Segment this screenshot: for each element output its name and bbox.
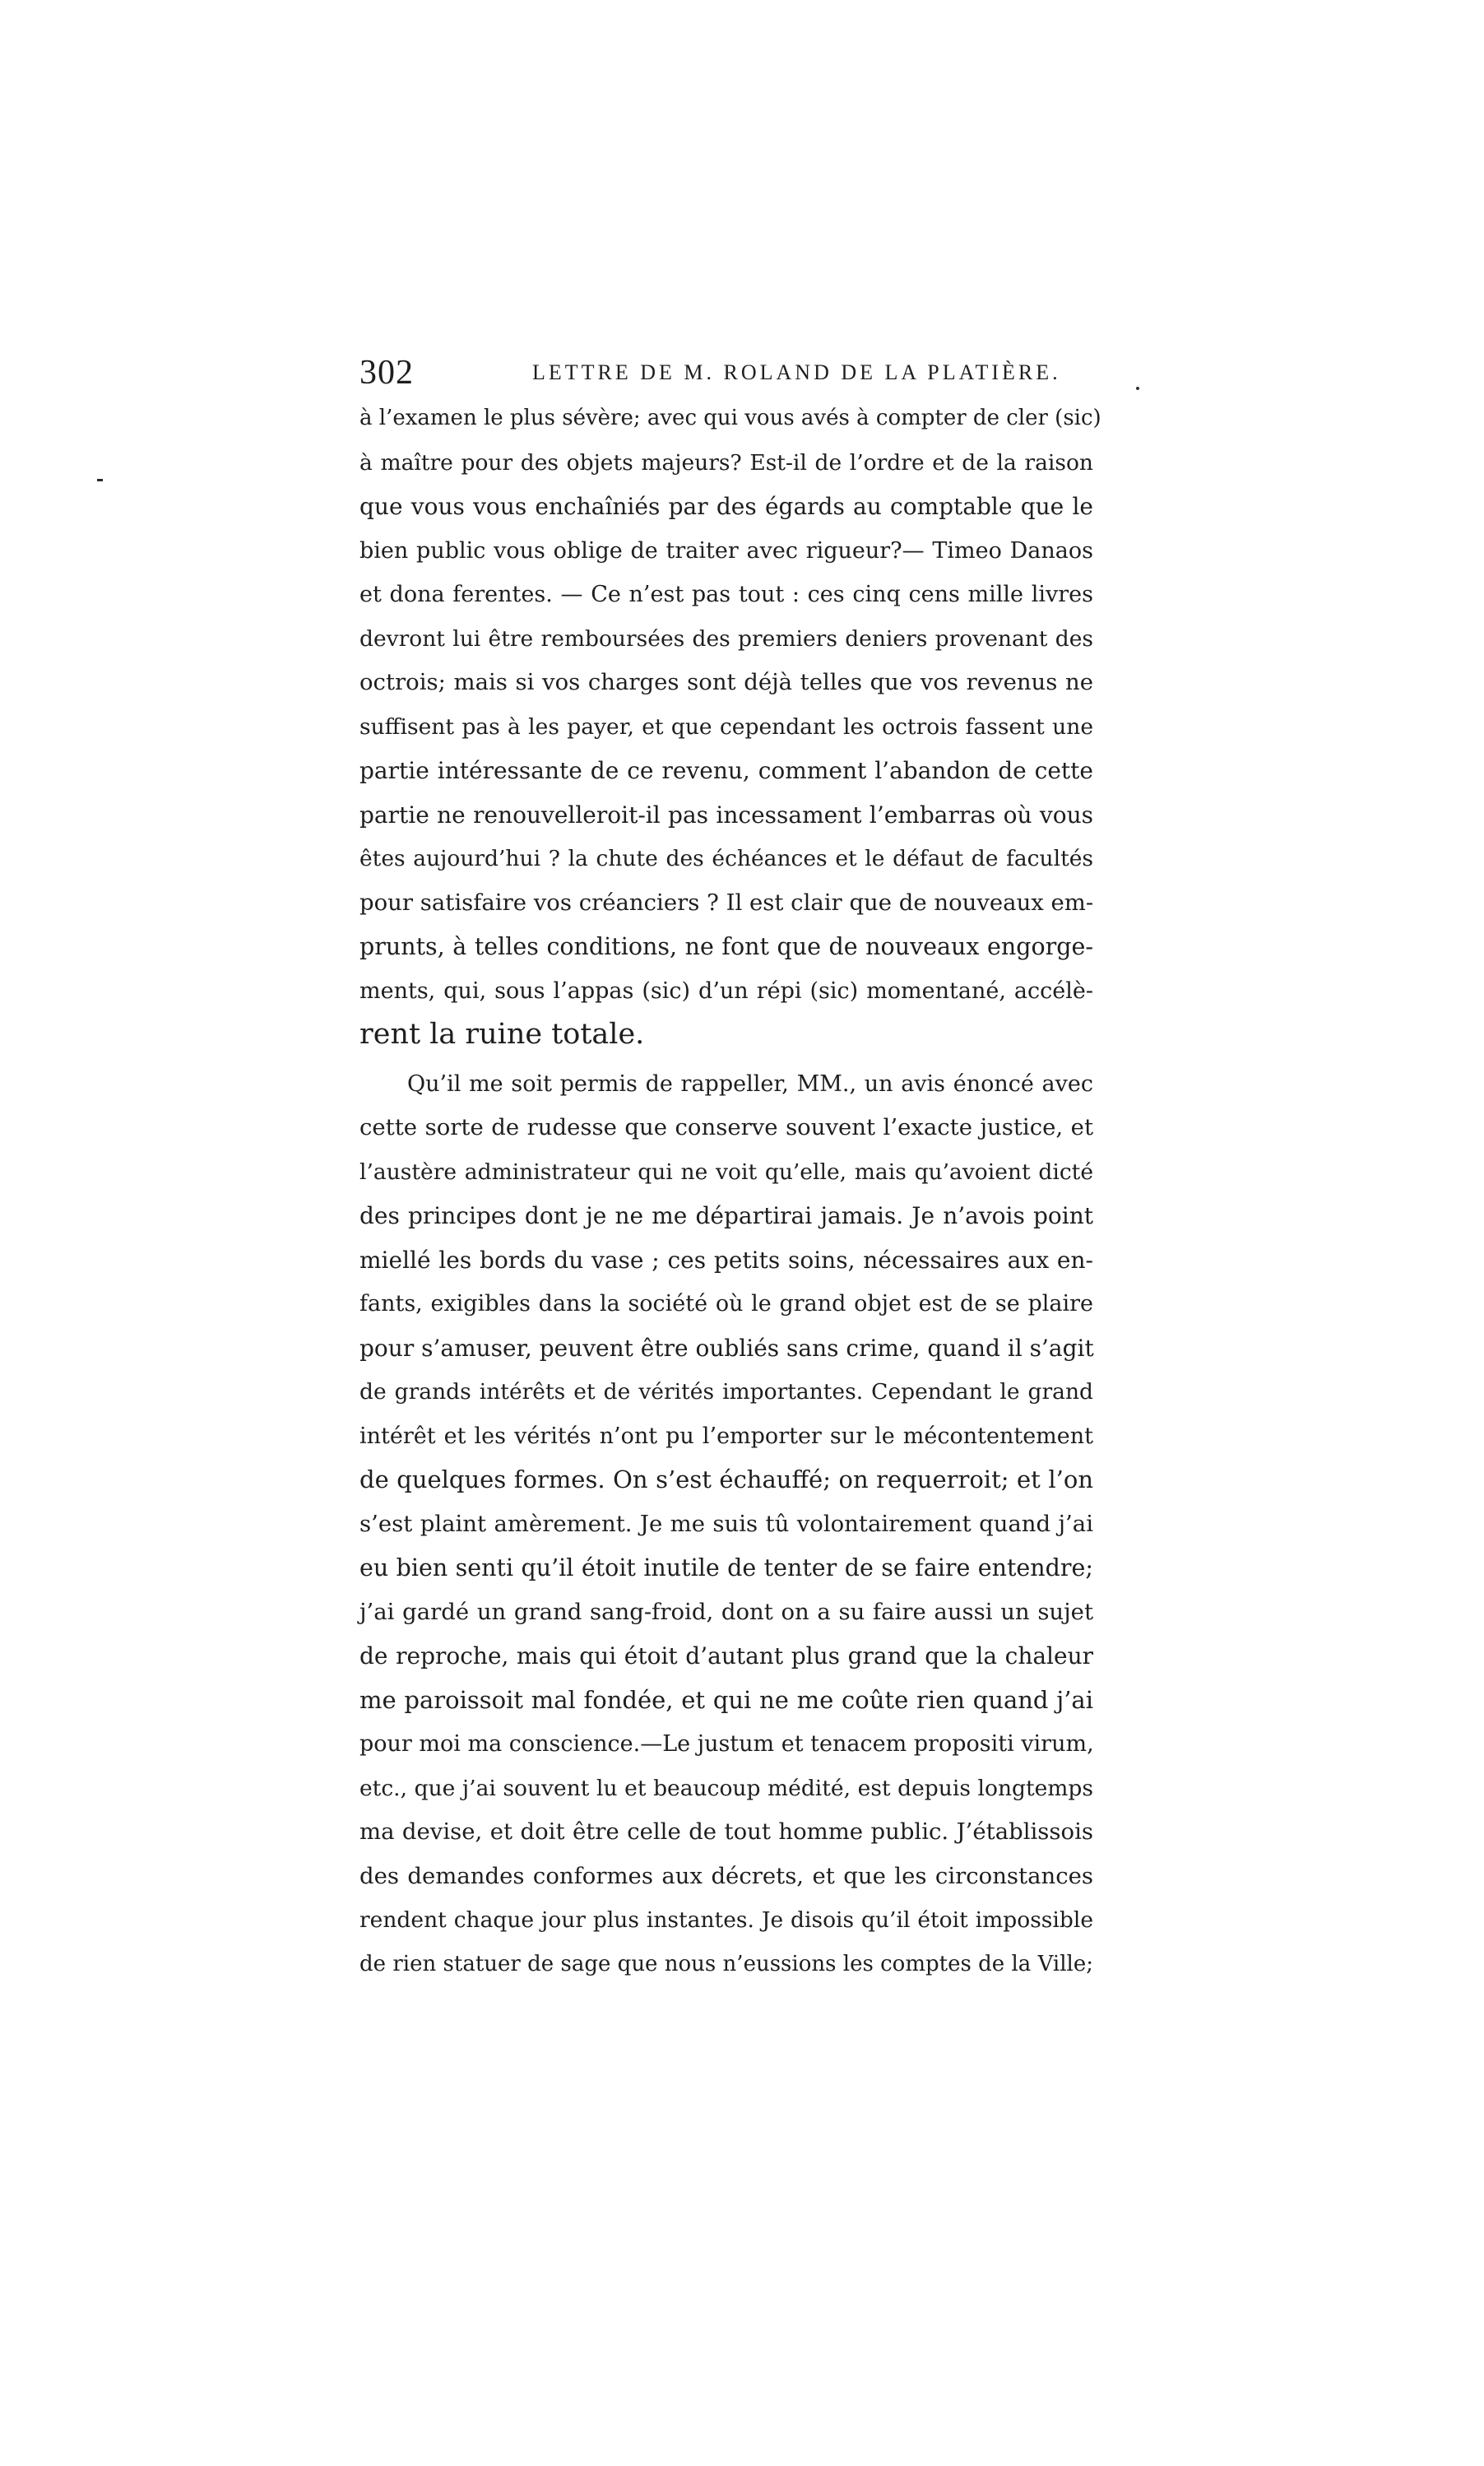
text-line: j’ai gardé un grand sang-froid, dont on a su faire aussi un sujet (359, 1598, 1093, 1625)
text-line: ma devise, et doit être celle de tout homme public. J’établissois (359, 1818, 1093, 1845)
text-line: etc., que j’ai souvent lu et beaucoup médité, est depuis longtemps (359, 1775, 1093, 1801)
text-line: à l’examen le plus sévère; avec qui vous avés à compter de cler (sic) (359, 406, 1101, 430)
text-line: me paroissoit mal fondée, et qui ne me coûte rien quand j’ai (359, 1685, 1093, 1714)
text-line: pour moi ma conscience.—Le justum et tenacem propositi virum, (359, 1731, 1094, 1757)
text-line: de grands intérêts et de vérités importantes. Cependant le grand (359, 1379, 1093, 1405)
text-line: êtes aujourd’hui ? la chute des échéances et le défaut de facultés (359, 846, 1093, 871)
text-line: partie intéressante de ce revenu, comment l’abandon de cette (359, 757, 1093, 784)
text-line: devront lui être remboursées des premiers deniers provenant des (359, 625, 1093, 652)
ink-speck (1136, 387, 1139, 390)
text-line: fants, exigibles dans la société où le grand objet est de se plaire (359, 1291, 1093, 1317)
text-line: des demandes conformes aux décrets, et que les circonstances (359, 1862, 1093, 1889)
text-line: que vous vous enchaîniés par des égards au comptable que le (359, 493, 1093, 520)
text-line: de quelques formes. On s’est échauffé; on requerroit; et l’on (359, 1465, 1093, 1493)
text-line: suffisent pas à les payer, et que cependant les octrois fassent une (359, 713, 1093, 740)
text-line: l’austère administrateur qui ne voit qu’elle, mais qu’avoient dicté (359, 1159, 1093, 1185)
text-line: à maître pour des objets majeurs? Est-il de l’ordre et de la raison (359, 449, 1093, 476)
body-text (359, 397, 1101, 1986)
text-line: partie ne renouvelleroit-il pas incessament l’embarras où vous (359, 801, 1093, 829)
text-line: eu bien senti qu’il étoit inutile de tenter de se faire entendre; (359, 1554, 1093, 1581)
page-number: 302 (359, 354, 414, 392)
paragraph-2 (359, 1062, 1093, 1987)
running-title: LETTRE DE M. ROLAND DE LA PLATIÈRE. (532, 360, 1061, 384)
text-line: bien public vous oblige de traiter avec rigueur?— Timeo Danaos (359, 537, 1093, 564)
text-line: ments, qui, sous l’appas (sic) d’un répi (sic) momentané, accélè- (359, 978, 1093, 1004)
text-line: et dona ferentes. — Ce n’est pas tout : ces cinq cens mille livres (359, 582, 1093, 607)
text-line: pour satisfaire vos créanciers ? Il est clair que de nouveaux em- (359, 889, 1094, 916)
paragraph-1 (359, 397, 1101, 1057)
text-line: rent la ruine totale. (359, 1018, 645, 1051)
text-line: Qu’il me soit permis de rappeller, MM., un avis énoncé avec (407, 1070, 1093, 1097)
text-line: de reproche, mais qui étoit d’autant plus grand que la chaleur (359, 1642, 1093, 1670)
running-head (359, 352, 1093, 393)
text-line: des principes dont je ne me départirai jamais. Je n’avois point (359, 1202, 1093, 1229)
text-line: s’est plaint amèrement. Je me suis tû volontairement quand j’ai (359, 1510, 1093, 1537)
text-line: miellé les bords du vase ; ces petits soins, nécessaires aux en- (359, 1246, 1093, 1274)
text-line: rendent chaque jour plus instantes. Je disois qu’il étoit impossible (359, 1907, 1093, 1933)
text-line: de rien statuer de sage que nous n’eussions les comptes de la Ville; (359, 1951, 1093, 1976)
text-line: cette sorte de rudesse que conserve souvent l’exacte justice, et (359, 1114, 1093, 1140)
text-line: octrois; mais si vos charges sont déjà telles que vos revenus ne (359, 669, 1093, 695)
text-line: intérêt et les vérités n’ont pu l’emporter sur le mécontentement (359, 1423, 1093, 1449)
margin-mark (97, 479, 103, 481)
text-line: pour s’amuser, peuvent être oubliés sans crime, quand il s’agit (359, 1334, 1094, 1362)
text-line: prunts, à telles conditions, ne font que de nouveaux engorge- (359, 933, 1093, 960)
